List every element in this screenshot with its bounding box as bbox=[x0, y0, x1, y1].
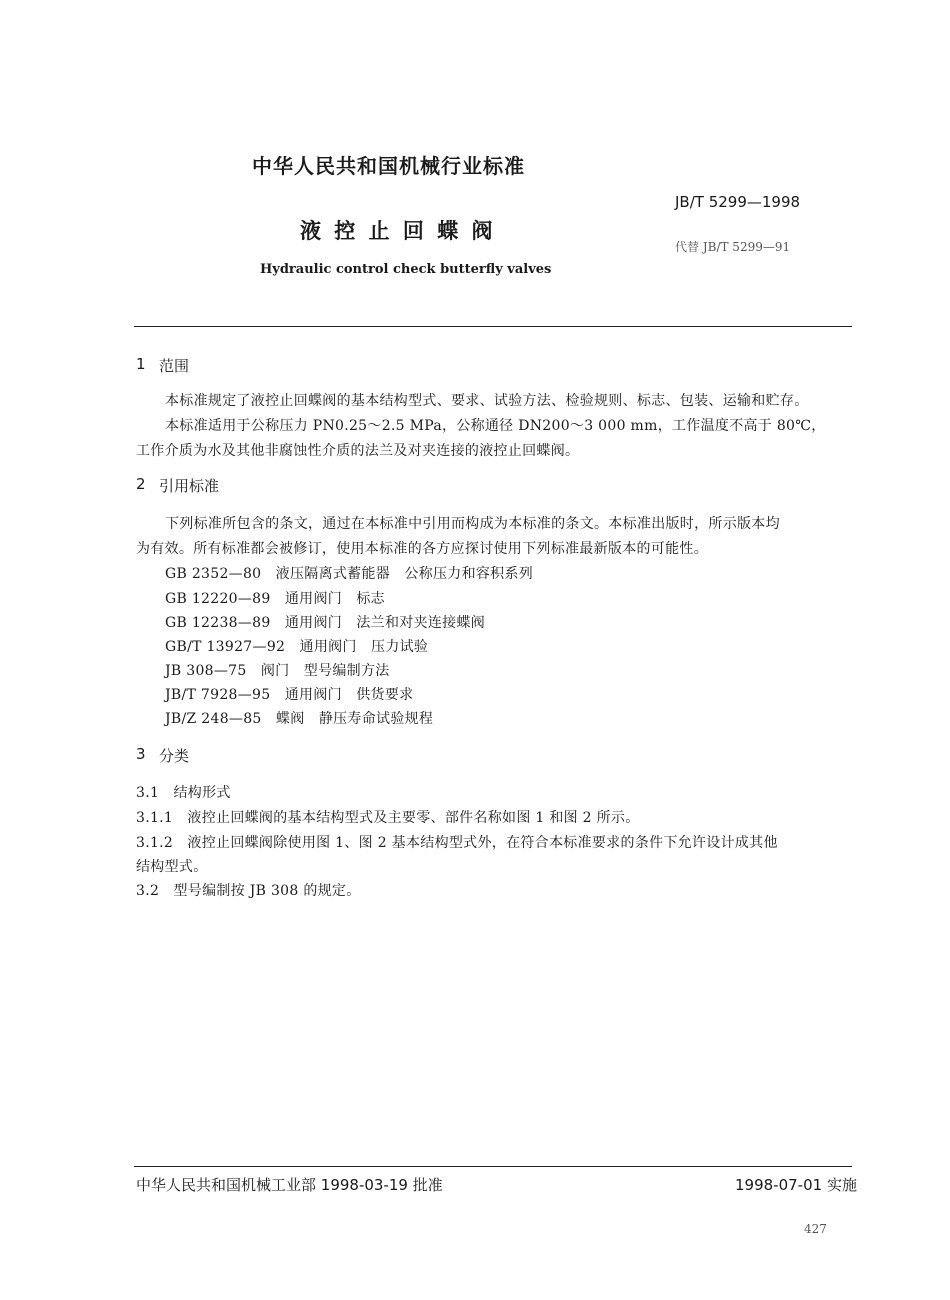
org-title: 中华人民共和国机械行业标准 bbox=[252, 154, 525, 178]
standard-code: JB/T 5299—1998 bbox=[675, 193, 801, 211]
effective-date: 1998-07-01 实施 bbox=[735, 1176, 857, 1194]
section-2-title: 引用标准 bbox=[159, 477, 220, 495]
section-1-paragraph-2: 本标准适用于公称压力 PN0.25～2.5 MPa，公称通径 DN200～3 000 mm，工作温度不高于 80℃， bbox=[165, 418, 826, 434]
section-3-number: 3 bbox=[136, 745, 146, 763]
reference-item: GB 12220—89 通用阀门 标志 bbox=[165, 591, 385, 607]
reference-item: JB/T 7928—95 通用阀门 供货要求 bbox=[165, 687, 414, 703]
reference-item: GB 12238—89 通用阀门 法兰和对夹连接蝶阀 bbox=[165, 615, 486, 631]
clause-3-2: 3.2 型号编制按 JB 308 的规定。 bbox=[136, 883, 361, 899]
replaces-note: 代替 JB/T 5299—91 bbox=[675, 240, 791, 254]
section-3-title: 分类 bbox=[159, 747, 190, 765]
section-2-number: 2 bbox=[136, 475, 146, 493]
approval-line: 中华人民共和国机械工业部 1998-03-19 批准 bbox=[136, 1176, 443, 1194]
header-divider bbox=[134, 326, 852, 327]
document-title-cn: 液 控 止 回 蝶 阀 bbox=[300, 219, 496, 243]
section-1-number: 1 bbox=[136, 355, 146, 373]
reference-item: JB/Z 248—85 蝶阀 静压寿命试验规程 bbox=[165, 711, 434, 727]
section-1-paragraph-2-cont: 工作介质为水及其他非腐蚀性介质的法兰及对夹连接的液控止回蝶阀。 bbox=[136, 443, 580, 459]
section-2-paragraph-cont: 为有效。所有标准都会被修订，使用本标准的各方应探讨使用下列标准最新版本的可能性。 bbox=[136, 541, 708, 557]
section-1-title: 范围 bbox=[159, 357, 190, 375]
reference-item: GB/T 13927—92 通用阀门 压力试验 bbox=[165, 639, 429, 655]
clause-3-1-2: 3.1.2 液控止回蝶阀除使用图 1、图 2 基本结构型式外，在符合本标准要求的条件下允许设计成其他 bbox=[136, 835, 778, 851]
page-number: 427 bbox=[804, 1222, 827, 1236]
section-1-paragraph-1: 本标准规定了液控止回蝶阀的基本结构型式、要求、试验方法、检验规则、标志、包装、运输和贮存。 bbox=[165, 393, 809, 409]
clause-3-1-2-cont: 结构型式。 bbox=[136, 859, 208, 875]
reference-item: GB 2352—80 液压隔离式蓄能器 公称压力和容积系列 bbox=[165, 566, 534, 582]
section-2-paragraph: 下列标准所包含的条文，通过在本标准中引用而构成为本标准的条文。本标准出版时，所示版本均 bbox=[165, 516, 780, 532]
reference-item: JB 308—75 阀门 型号编制方法 bbox=[165, 663, 390, 679]
clause-3-1: 3.1 结构形式 bbox=[136, 785, 231, 801]
footer-divider bbox=[134, 1166, 852, 1167]
document-title-en: Hydraulic control check butterfly valves bbox=[260, 262, 552, 277]
clause-3-1-1: 3.1.1 液控止回蝶阀的基本结构型式及主要零、部件名称如图 1 和图 2 所示。 bbox=[136, 810, 640, 826]
